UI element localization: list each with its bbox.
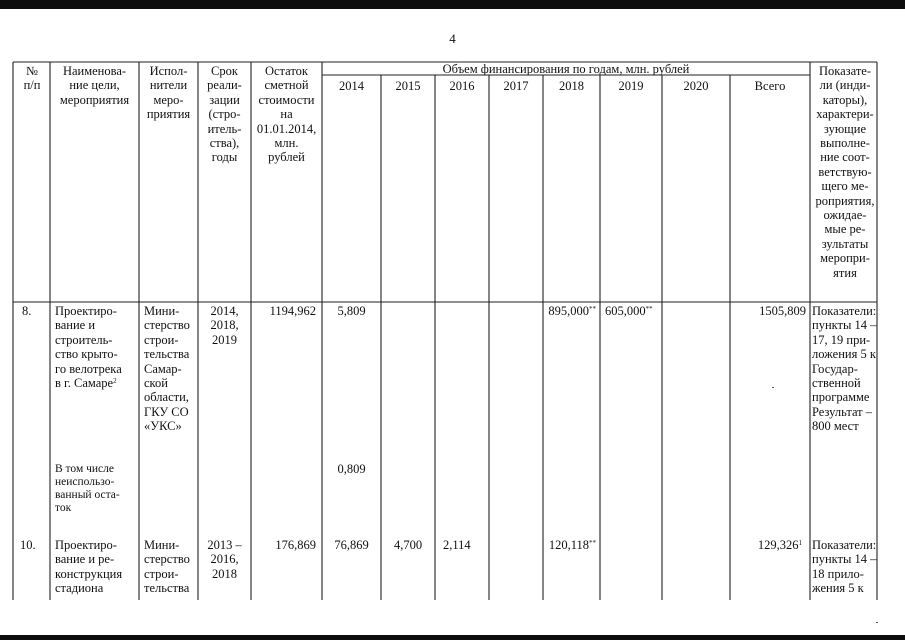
header-term: Срок реали- зации (стро- итель- ства), годы <box>207 64 242 165</box>
row-name: Проектиро- вание и строитель- ство крыто- го велотрека в г. Самаре$^2$ <box>55 304 122 391</box>
row-remainder: 176,869 <box>275 538 316 552</box>
header-year-2018: 2018 <box>559 79 584 93</box>
header-year-2020: 2020 <box>683 79 709 93</box>
row-executors: Мини- стерство строи- тельства Самар- ской области, ГКУ СО «УКС» <box>144 304 190 434</box>
scan-speck <box>772 387 774 388</box>
header-year-2019: 2019 <box>618 79 644 93</box>
header-financing-group: Объем финансирования по годам, млн. рублей <box>442 62 690 76</box>
row-term: 2013 – 2016, 2018 <box>207 538 242 581</box>
header-executors: Испол- нители меро- приятия <box>146 64 191 122</box>
footnote-mark: ** <box>589 305 596 313</box>
row-value-2014: 76,869 <box>334 538 369 552</box>
row-name: Проектиро- вание и ре- конструкция стадиона <box>55 538 123 596</box>
row-value-2015: 4,700 <box>393 538 423 552</box>
header-indicators: Показате- ли (инди- каторы), характери- зующие выполне- ние соот- ветствую- щего ме- роприятия, ожидае- мые ре- зультаты меропри- ятия <box>815 64 875 280</box>
header-year-2014: 2014 <box>339 79 364 93</box>
footnote-mark: 2 <box>113 377 117 386</box>
header-remainder: Остаток сметной стоимости на 01.01.2014, млн. рублей <box>256 64 317 165</box>
row-indicators: Показатели: пункты 14 – 17, 19 при- ложения 5 к Государ- ственной программе Результат – 800 мест <box>812 304 877 434</box>
header-name: Наименова- ние цели, мероприятия <box>59 64 130 107</box>
footnote-mark: 1 <box>798 539 802 547</box>
footnote-mark: ** <box>645 305 653 313</box>
row-value-2019: 605,000** <box>605 304 653 318</box>
header-num: № п/п <box>23 64 41 93</box>
footnote-mark: ** <box>589 539 596 547</box>
row-executors: Мини- стерство строи- тельства <box>144 538 190 596</box>
row-value-2014: 0,809 <box>337 462 366 476</box>
row-value-2018: 120,118** <box>548 538 596 552</box>
scan-speck <box>876 622 878 623</box>
row-term: 2014, 2018, 2019 <box>210 304 239 347</box>
header-total: Всего <box>754 79 786 93</box>
header-year-2017: 2017 <box>503 79 529 93</box>
row-total: 1505,809 <box>759 304 806 318</box>
row-value-2014: 5,809 <box>337 304 366 318</box>
row-indicators: Показатели: пункты 14 – 18 прило- жения 5 к <box>812 538 877 596</box>
page-number: 4 <box>449 31 456 46</box>
row-name: В том числе неиспользо- ванный оста- ток <box>55 463 120 514</box>
header-year-2015: 2015 <box>395 79 421 93</box>
row-value-2018: 895,000** <box>548 304 596 318</box>
row-total: 129,326$^1$ <box>757 538 802 552</box>
row-num: 10. <box>20 538 36 552</box>
header-year-2016: 2016 <box>449 79 475 93</box>
row-num: 8. <box>22 304 32 318</box>
row-value-2016: 2,114 <box>443 538 471 552</box>
row-remainder: 1194,962 <box>269 304 316 318</box>
